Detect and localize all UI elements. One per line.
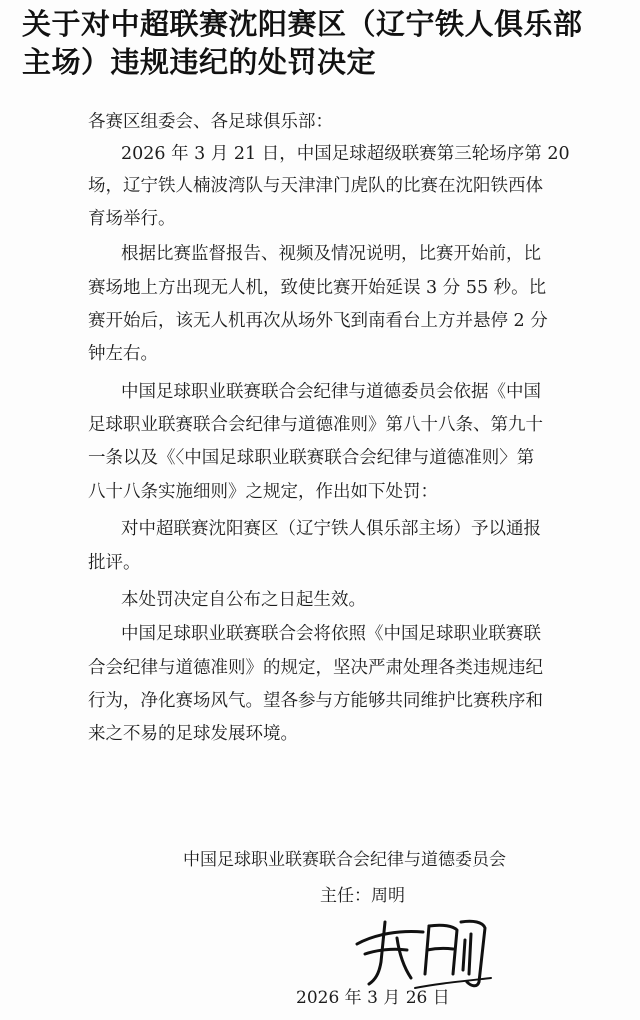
paragraph-6-line-1: 中国足球职业联赛联合会将依照《中国足球职业联赛联 (121, 624, 541, 644)
document-title-line-1: 关于对中超联赛沈阳赛区（辽宁铁人俱乐部 (22, 7, 583, 41)
paragraph-2-line-3: 赛开始后，该无人机再次从场外飞到南看台上方并悬停 2 分 (88, 311, 548, 331)
director-line: 主任：周明 (320, 886, 405, 906)
paragraph-2-line-4: 钟左右。 (88, 344, 158, 364)
paragraph-1-line-3: 育场举行。 (88, 209, 176, 229)
paragraph-3-line-3: 一条以及《〈中国足球职业联赛联合会纪律与道德准则〉第 (88, 448, 535, 468)
paragraph-4-line-2: 批评。 (88, 553, 141, 573)
paragraph-6-line-4: 来之不易的足球发展环境。 (88, 724, 298, 744)
issuer-name: 中国足球职业联赛联合会纪律与道德委员会 (183, 850, 506, 870)
paragraph-6-line-3: 行为，净化赛场风气。望各参与方能够共同维护比赛秩序和 (88, 691, 543, 711)
paragraph-3-line-4: 八十八条实施细则》之规定，作出如下处罚： (88, 482, 438, 502)
document-date: 2026 年 3 月 26 日 (296, 988, 450, 1008)
paragraph-3-line-2: 足球职业联赛联合会纪律与道德准则》第八十八条、第九十 (88, 415, 543, 435)
paragraph-4-line-1: 对中超联赛沈阳赛区（辽宁铁人俱乐部主场）予以通报 (121, 519, 541, 539)
paragraph-2-line-2: 赛场地上方出现无人机，致使比赛开始延误 3 分 55 秒。比 (88, 278, 547, 298)
handwritten-signature (345, 904, 495, 994)
salutation: 各赛区组委会、各足球俱乐部： (88, 112, 333, 132)
document-title-line-2: 主场）违规违纪的处罚决定 (22, 45, 377, 79)
paragraph-6-line-2: 合会纪律与道德准则》的规定，坚决严肃处理各类违规违纪 (88, 658, 543, 678)
paragraph-3-line-1: 中国足球职业联赛联合会纪律与道德委员会依据《中国 (121, 382, 541, 402)
paragraph-1-line-1: 2026 年 3 月 21 日，中国足球超级联赛第三轮场序第 20 (121, 144, 570, 164)
paragraph-5-line-1: 本处罚决定自公布之日起生效。 (121, 590, 366, 610)
paragraph-2-line-1: 根据比赛监督报告、视频及情况说明，比赛开始前，比 (121, 244, 541, 264)
paragraph-1-line-2: 场，辽宁铁人楠波湾队与天津津门虎队的比赛在沈阳铁西体 (88, 176, 543, 196)
